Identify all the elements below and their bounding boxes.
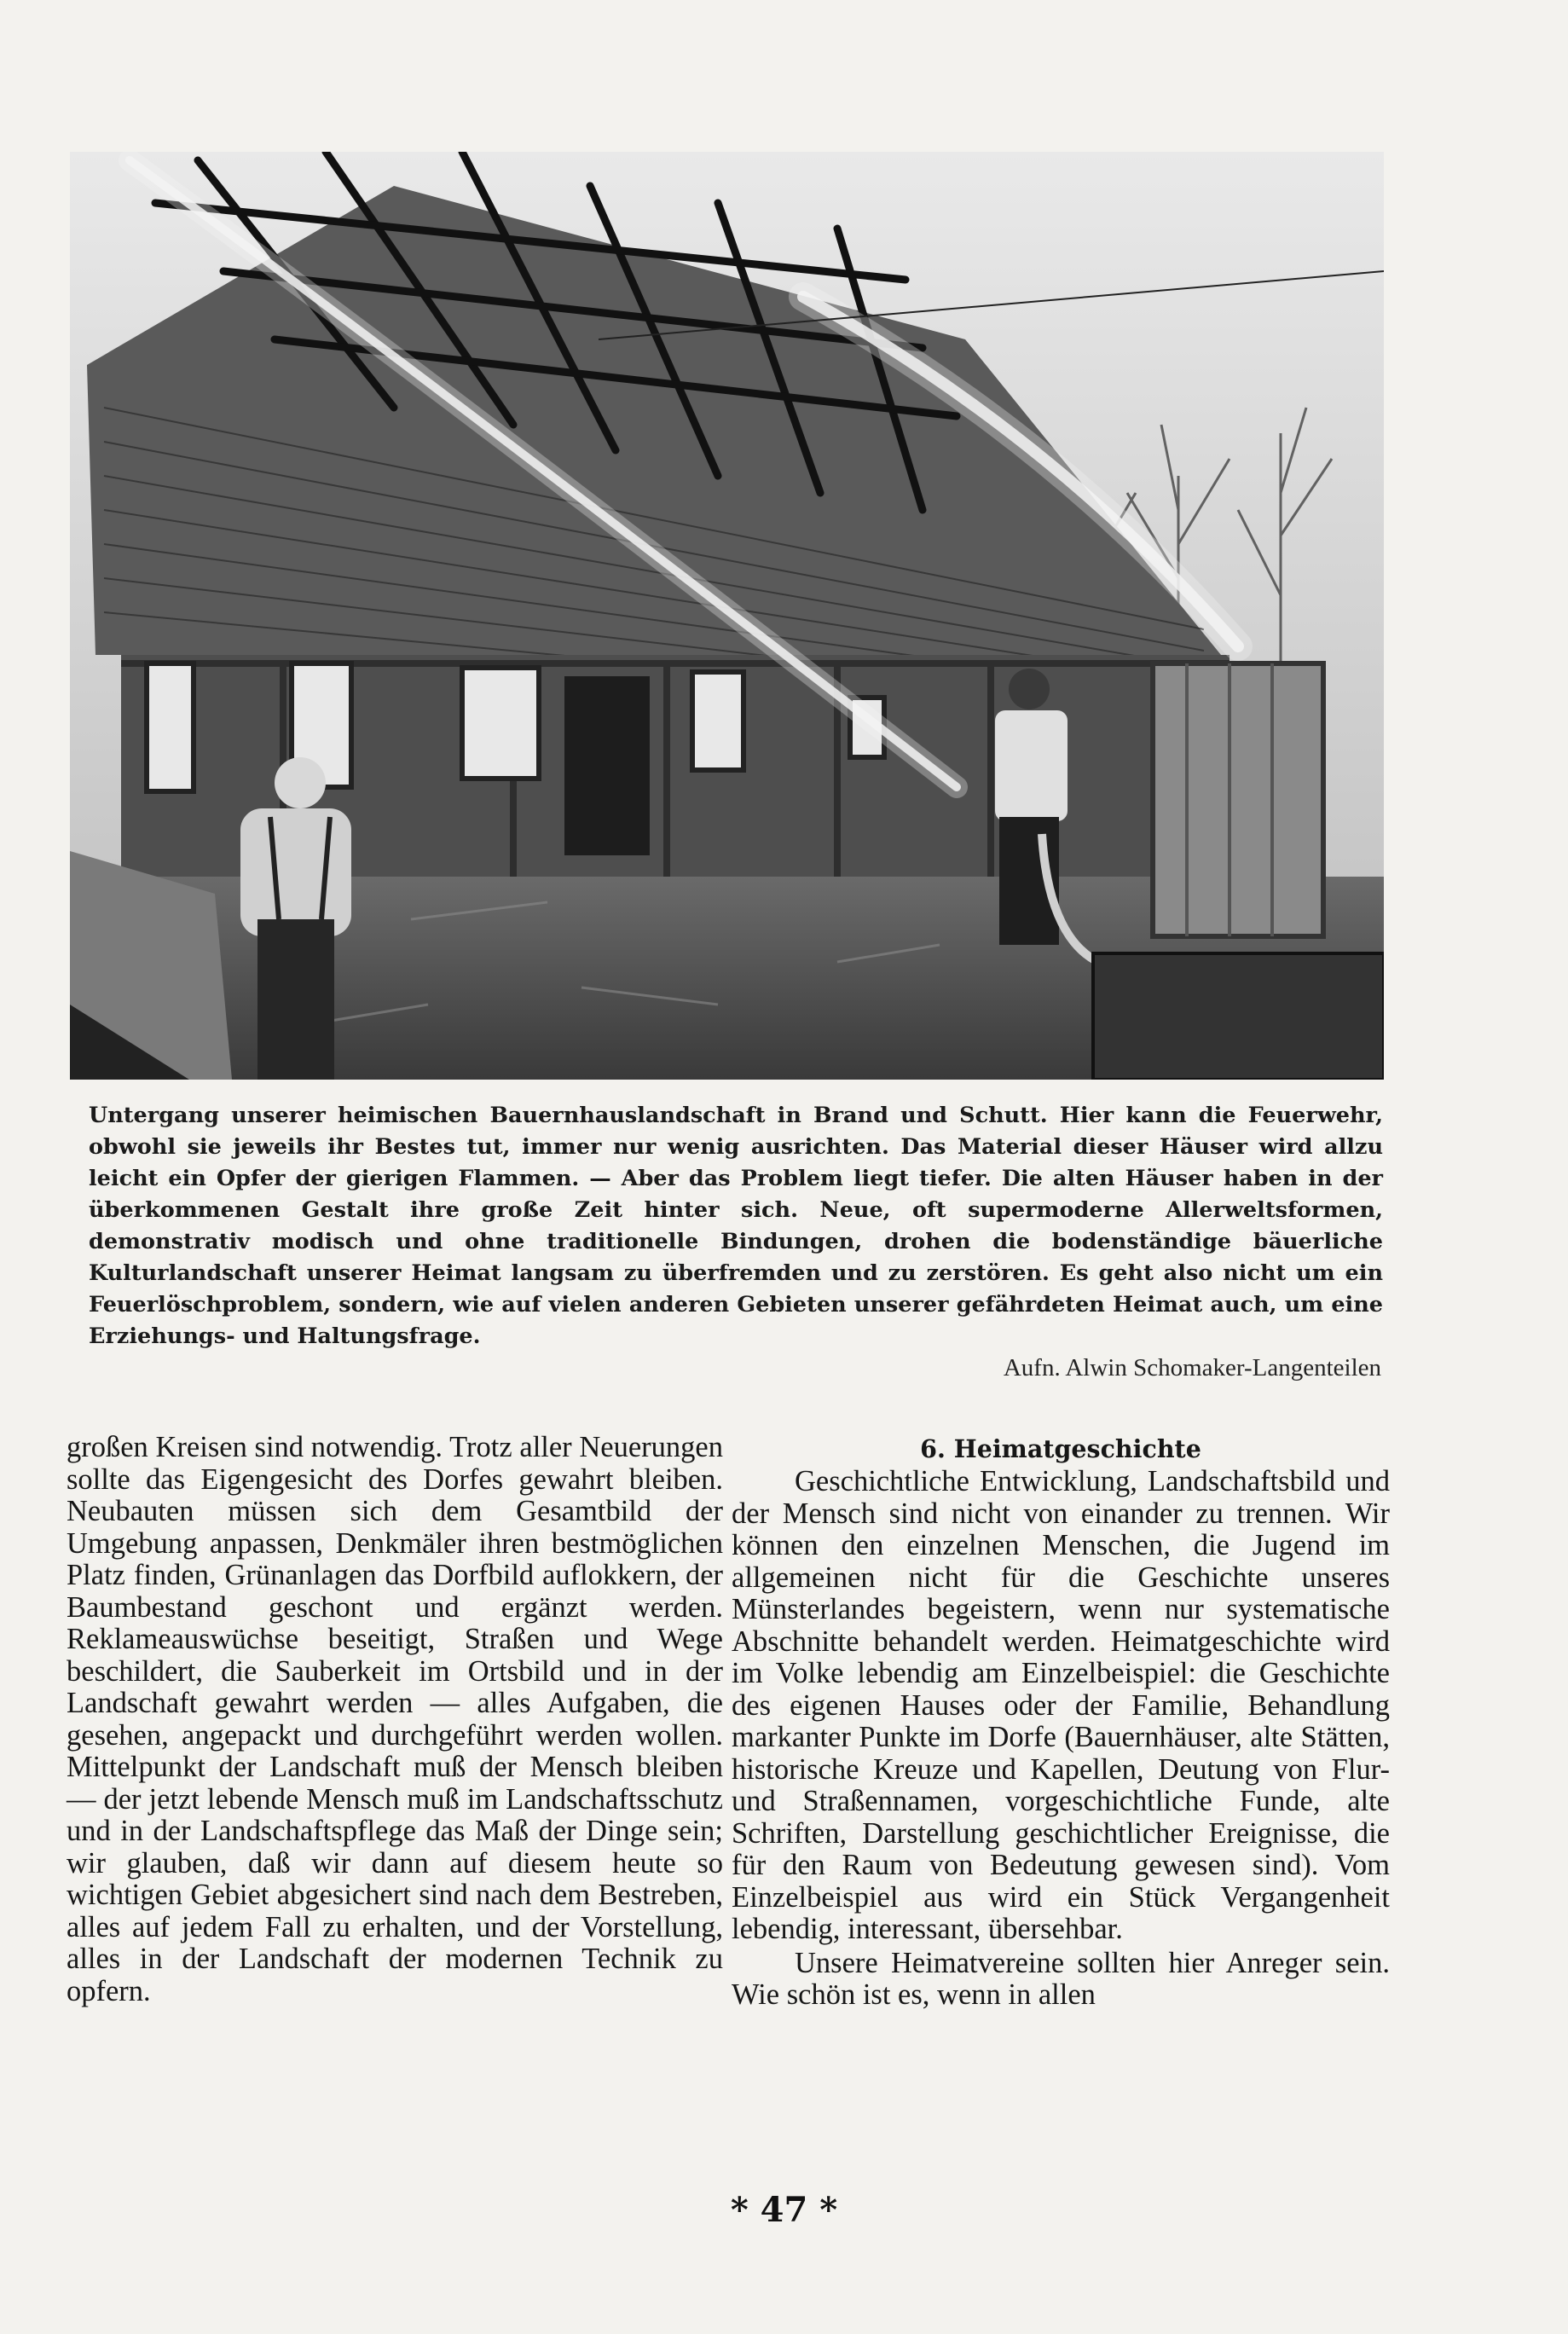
farmhouse-fire-photo xyxy=(70,152,1384,1080)
page-number: * 47 * xyxy=(730,2190,838,2230)
section-heading: 6. Heimatgeschichte xyxy=(920,1434,1201,1463)
left-paragraph: großen Kreisen sind notwendig. Trotz aller Neuerungen sollte das Eigengesicht des Dorfes gewahrt bleiben. Neubauten müssen sich dem Gesamtbild der Umgebung anpassen, Denkmäler ihren bestmöglichen Platz finden, Grünanlagen das Dorfbild auflokkern, der Baumbestand geschont und ergänzt werden. Reklameauswüchse beseitigt, Straßen und Wege beschildert, die Sauberkeit im Ortsbild und in der Landschaft gewahrt werden — alles Aufgaben, die gesehen, angepackt und durchgeführt werden wollen. Mittelpunkt der Landschaft muß der Mensch bleiben — der jetzt lebende Mensch muß im Landschaftsschutz und in der Landschaftspflege das Maß der Dinge sein; wir glauben, daß wir dann auf diesem heute so wichtigen Gebiet abgesichert sind nach dem Bestreben, alles auf jedem Fall zu erhalten, und der Vorstellung, alles in der Landschaft der modernen Technik zu opfern. xyxy=(67,1431,723,2007)
photo-illustration xyxy=(70,152,1384,1080)
photo-credit: Aufn. Alwin Schomaker-Langenteilen xyxy=(1003,1354,1381,1381)
left-column xyxy=(67,1432,723,2007)
figure-caption: Untergang unserer heimischen Bauernhauslandschaft in Brand und Schutt. Hier kann die Feuerwehr, obwohl sie jeweils ihr Bestes tut, immer nur wenig ausrichten. Das Material dieser Häuser wird allzu leicht ein Opfer der gierigen Flammen. — Aber das Problem liegt tiefer. Die alten Häuser haben in der überkommenen Gestalt ihre große Zeit hinter sich. Neue, oft supermoderne Allerweltsformen, demonstrativ modisch und ohne traditionelle Bindungen, drohen die bodenständige bäuerliche Kulturlandschaft unserer Heimat langsam zu überfremden und zu zerstören. Es geht also nicht um ein Feuerlöschproblem, sondern, wie auf vielen anderen Gebieten unserer gefährdeten Heimat auch, um eine Erziehungs- und Haltungsfrage. xyxy=(89,1103,1383,1349)
right-column xyxy=(732,1432,1390,2012)
right-paragraph-2: Unsere Heimatvereine sollten hier Anreger sein. Wie schön ist es, wenn in allen xyxy=(732,1946,1390,2011)
right-paragraph-1: Geschichtliche Entwicklung, Landschaftsbild und der Mensch sind nicht von einander zu trennen. Wir können den einzelnen Menschen, die Jugend im allgemeinen nicht für die Geschichte unseres Münsterlandes begeistern, wenn nur systematische Abschnitte behandelt werden. Heimatgeschichte wird im Volke lebendig am Einzelbeispiel: die Geschichte des eigenen Hauses oder der Familie, Behandlung markanter Punkte im Dorfe (Bauernhäuser, alte Stätten, historische Kreuze und Kapellen, Deutung von Flur- und Straßennamen, vorgeschichtliche Funde, alte Schriften, Darstellung geschichtlicher Ereignisse, die für den Raum von Bedeutung gewesen sind). Vom Einzelbeispiel aus wird ein Stück Vergangenheit lebendig, interessant, übersehbar. xyxy=(732,1465,1390,1945)
